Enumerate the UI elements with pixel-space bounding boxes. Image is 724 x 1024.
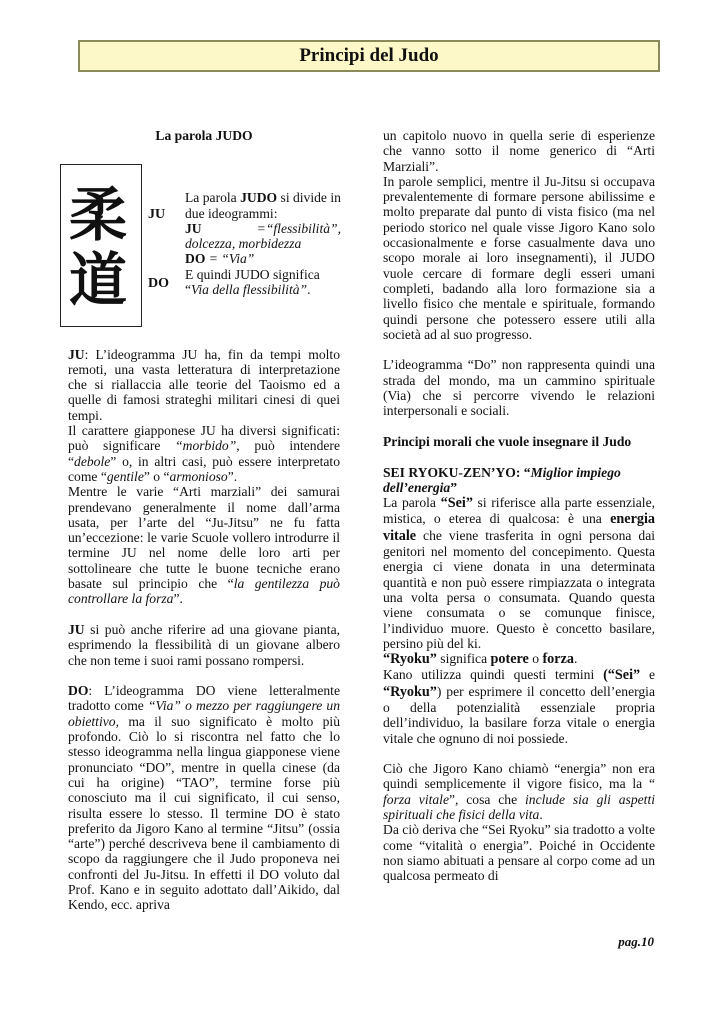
right-paragraph-8: Da ciò deriva che “Sei Ryoku” sia tradotto a volte come “vitalità o energia”. Poiché in Occidente non siamo abituati a pensare al corpo come ad un qualcosa permeato di: [383, 822, 655, 884]
label-ju: JU: [148, 207, 166, 223]
page-title: Principi del Judo: [299, 45, 439, 66]
right-column: [383, 128, 655, 884]
kanji-do: 道: [69, 246, 128, 315]
definition-ju-cont: dolcezza, morbidezza: [185, 236, 302, 252]
kanji-ju: 柔: [69, 181, 128, 250]
definition-final: E quindi JUDO significa “Via della flessibilità”.: [185, 266, 320, 298]
right-paragraph-5: “Ryoku” significa potere o forza.: [383, 651, 578, 668]
left-paragraph-1: JU: L’ideogramma JU ha, fin da tempi molto remoti, una vasta letteratura di interpretazione che si riallaccia alle teorie del Taoismo ed a quelle di famosi strateghi militari cinesi di quei tempi.: [68, 346, 340, 423]
kanji-box: [60, 164, 142, 327]
left-column: [68, 128, 340, 913]
definition-do: DO = “Via”: [185, 251, 255, 267]
title-box: [78, 40, 660, 72]
definition-ju: JU =“flessibilità”,: [185, 220, 341, 236]
definition-intro: La parola JUDO si divide in due ideogrammi:: [185, 190, 341, 221]
subsection-heading: SEI RYOKU-ZEN’YO: “Miglior impiego dell’energia”: [383, 464, 621, 495]
right-paragraph-4: La parola “Sei” si riferisce alla parte essenziale, mistica, o eterea di qualcosa: è una energia vitale che viene trasferita in ogni persona dai genitori nel momento del concepimento. Questa energia ci viene donata in una determinata quantità e non può essere rimpiazzata o integrata una volta persa o consumata. Quando questa viene consumata o se comunque finisce, l’individuo muore. Questo è concetto basilare, persino più del ki.: [383, 495, 655, 651]
page-number: pag.10: [618, 934, 654, 949]
right-paragraph-7: Ciò che Jigoro Kano chiamò “energia” non era quindi semplicemente il vigore fisico, ma la “ forza vitale”, cosa che include sia gli aspetti spirituali che fisici della vita.: [383, 761, 656, 823]
section-heading: Principi morali che vuole insegnare il Judo: [383, 433, 632, 449]
right-paragraph-2: In parole semplici, mentre il Ju-Jitsu si occupava prevalentemente di formare persone abilissime e molto preparate dal punto di vista fisico (ma nel periodo storico nel quale visse Jigoro Kano solo occasionalmente e forse casualmente dava uno scopo morale ai loro insegnamenti), il JUDO vuole cercare di formare degli esseri umani completi, badando alla loro formazione sia a livello fisico che mentale e spirituale, formando quindi persone che potessero essere utili alla società ad al suo progresso.: [383, 173, 655, 342]
kanji-area: [68, 143, 340, 331]
left-paragraph-2: Il carattere giapponese JU ha diversi significati: può significare “morbido”, può intendere “debole” o, in altri casi, può essere interpretato come “gentile” o “armonioso”.: [68, 423, 340, 484]
left-paragraph-5: DO: L’ideogramma DO viene letteralmente tradotto come “Via” o mezzo per raggiungere un obiettivo, ma il suo significato è molto più profondo. Ciò lo si riscontra nel fatto che lo stesso ideogramma nella lingua giapponese viene pronunciato “DO”, mentre in quella cinese (da cui ha origine) “TAO”, termine forse più conosciuto ma il cui significato, il cui senso, risulta essere lo stesso. Il termine DO è stato preferito da Jigoro Kano al termine “Jitsu” (ossia “arte”) perché descriveva bene il cambiamento di scopo da raggiungere che il Judo proponeva nei confronti del Ju-Jitsu. In effetti il DO voluto dal Prof. Kano e in seguito adottato dall’Aikido, dal Kendo, ecc. apriva: [68, 683, 340, 913]
label-do: DO: [148, 276, 169, 292]
left-heading: La parola JUDO: [155, 128, 253, 143]
definition-block: [185, 190, 341, 297]
left-paragraph-3: Mentre le varie “Arti marziali” dei samurai prendevano generalmente il nome dall’arma usata, per l’arte del “Ju-Jitsu” ne fu fatta un’eccezione: le varie Scuole vollero introdurre il termine JU nel nome delle loro arti per sottolineare che tutte le buone tecniche erano basate sul principio che “la gentilezza può controllare la forza”.: [68, 484, 340, 607]
right-paragraph-3: L’ideogramma “Do” non rappresenta quindi una strada del mondo, ma un cammino spirituale (Via) che si percorre vivendo le relazioni interpersonali e sociali.: [383, 357, 655, 419]
right-paragraph-6: Kano utilizza quindi questi termini (“Sei” e “Ryoku”) per esprimere il concetto dell’energia o della potenzialità essenziale propria dell’individuo, la basilare forza vitale o energia vitale che ognuno di noi possiede.: [383, 667, 655, 746]
left-paragraph-4: JU si può anche riferire ad una giovane pianta, esprimendo la flessibilità di un giovane albero che non teme i suoi rami possano rompersi.: [68, 621, 340, 668]
right-paragraph-1: un capitolo nuovo in quella serie di esperienze che vanno sotto il nome generico di “Arti Marziali”.: [383, 128, 655, 174]
